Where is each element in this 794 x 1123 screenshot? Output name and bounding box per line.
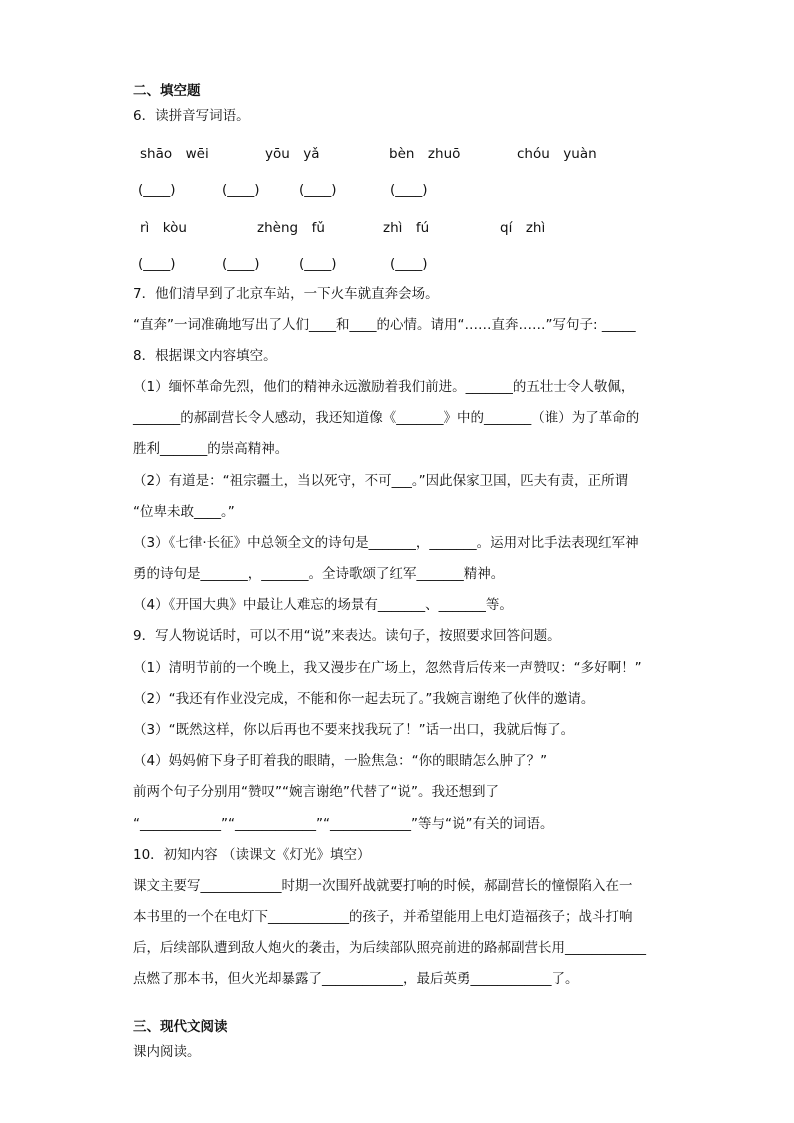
q8-line-3: 胜利_______的崇高精神。	[133, 441, 289, 457]
q6-blank-2[interactable]: (____)	[222, 182, 260, 198]
q8-stem: 8．根据课文内容填空。	[133, 348, 277, 364]
q9-line-6: “____________”“____________”“____________”等与“说”有关的词语。	[133, 816, 554, 832]
q6-pinyin-1: shāo wēi	[140, 146, 209, 162]
q8-line-7: 勇的诗句是_______，_______。全诗歌颂了红军_______精神。	[133, 566, 505, 582]
q6-pinyin-3: bèn zhuō	[389, 146, 461, 162]
section-3-title: 三、现代文阅读	[133, 1019, 228, 1035]
q9-line-5: 前两个句子分别用“赞叹”“婉言谢绝”代替了“说”。我还想到了	[133, 784, 499, 800]
q6-blank-3[interactable]: (____)	[299, 182, 337, 198]
q8-line-4: （2）有道是：“祖宗疆土，当以死守，不可___。”因此保家卫国，匹夫有责，正所谓	[133, 473, 629, 489]
q10-line-2: 本书里的一个在电灯下____________的孩子，并希望能用上电灯造福孩子；战斗打响	[133, 909, 633, 925]
q10-line-3: 后，后续部队遭到敌人炮火的袭击，为后续部队照亮前进的路郝副营长用____________	[133, 940, 646, 956]
q10-line-4: 点燃了那本书，但火光却暴露了____________，最后英勇____________了。	[133, 971, 579, 987]
section-2-title: 二、填空题	[133, 83, 201, 99]
q9-line-1: （1）清明节前的一个晚上，我又漫步在广场上，忽然背后传来一声赞叹：“多好啊！”	[133, 660, 642, 676]
q6-pinyin-5: rì kòu	[140, 220, 187, 236]
q6-pinyin-2: yōu yǎ	[265, 146, 320, 162]
q6-blank-7[interactable]: (____)	[299, 256, 337, 272]
q6-pinyin-8: qí zhì	[500, 220, 546, 236]
q6-blank-4[interactable]: (____)	[390, 182, 428, 198]
q8-line-8: （4）《开国大典》中最让人难忘的场景有_______、_______等。	[133, 597, 513, 613]
q6-pinyin-4: chóu yuàn	[517, 146, 597, 162]
q9-line-2: （2）“我还有作业没完成，不能和你一起去玩了。”我婉言谢绝了伙伴的邀请。	[133, 691, 595, 707]
q6-blank-6[interactable]: (____)	[222, 256, 260, 272]
q6-blank-8[interactable]: (____)	[390, 256, 428, 272]
q6-blank-5[interactable]: (____)	[138, 256, 176, 272]
q10-line-1: 课文主要写____________时期一次围歼战就要打响的时候，郝副营长的憧憬陷入在一	[133, 878, 633, 894]
q9-stem: 9．写人物说话时，可以不用“说”来表达。读句子，按照要求回答问题。	[133, 628, 561, 644]
q10-stem: 10．初知内容 （读课文《灯光》填空）	[133, 847, 371, 863]
q8-line-2: _______的郝副营长令人感动，我还知道像《_______》中的_______（谁）为了革命的	[133, 410, 640, 426]
section-3-subtitle: 课内阅读。	[133, 1044, 201, 1060]
q6-pinyin-7: zhì fú	[383, 220, 430, 236]
q8-line-6: （3）《七律·长征》中总领全文的诗句是_______，_______。运用对比手法表现红军神	[133, 535, 639, 551]
q8-line-5: “位卑未敢____。”	[133, 504, 235, 520]
q9-line-4: （4）妈妈俯下身子盯着我的眼睛，一脸焦急：“你的眼睛怎么肿了？”	[133, 753, 548, 769]
q7-line-2: “直奔”一词准确地写出了人们____和____的心情。请用“……直奔……”写句子: _____	[133, 317, 636, 333]
q9-line-3: （3）“既然这样，你以后再也不要来找我玩了！”话一出口，我就后悔了。	[133, 722, 575, 738]
q6-stem: 6．读拼音写词语。	[133, 108, 250, 124]
q8-line-1: （1）缅怀革命先烈，他们的精神永远激励着我们前进。_______的五壮士令人敬佩，	[133, 379, 635, 395]
q7-line-1: 7．他们清早到了北京车站，一下火车就直奔会场。	[133, 286, 439, 302]
q6-blank-1[interactable]: (____)	[138, 182, 176, 198]
q6-pinyin-6: zhèng fǔ	[257, 220, 325, 236]
